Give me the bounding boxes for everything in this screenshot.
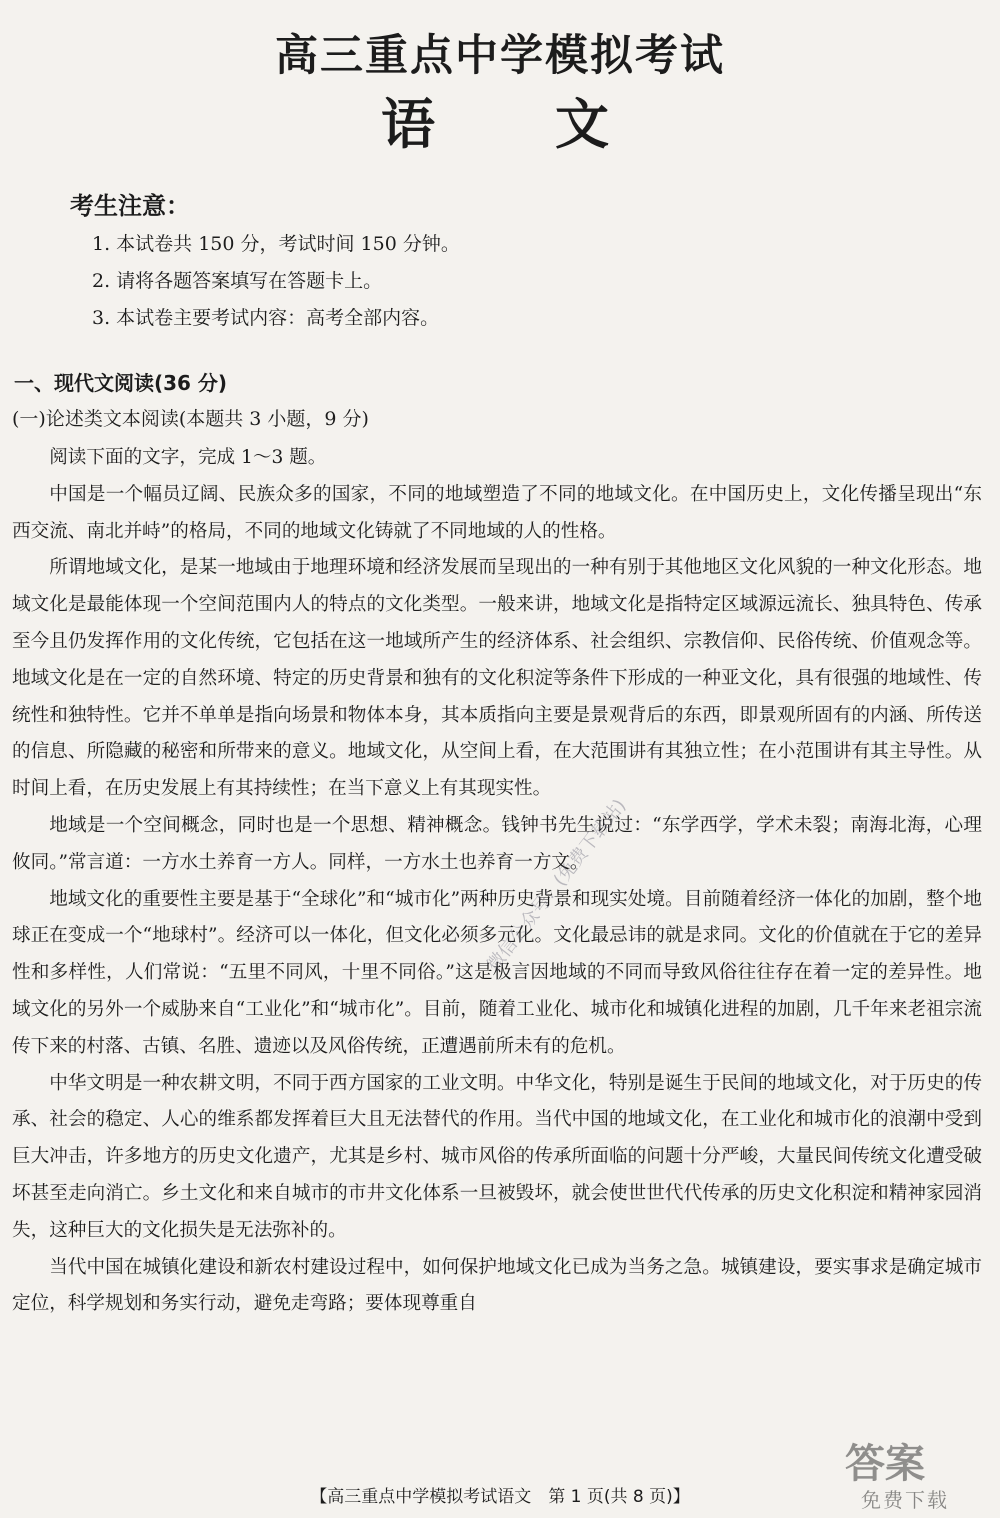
section-heading: 一、现代文阅读(36 分) (14, 371, 228, 395)
notice-list (92, 226, 460, 337)
notice-item: 2. 请将各题答案填写在答题卡上。 (92, 270, 383, 292)
passage-paragraph: 中华文明是一种农耕文明，不同于西方国家的工业文明。中华文化，特别是诞生于民间的地域文化，对于历史的传承、社会的稳定、人心的维系都发挥着巨大且无法替代的作用。当代中国的地域文化，在工业化和城市化的浪潮中受到巨大冲击，许多地方的历史文化遗产，尤其是乡村、城市风俗的传承所面临的问题十分严峻，大量民间传统文化遭受破坏甚至走向消亡。乡土文化和来自城市的市井文化体系一旦被毁坏，就会使世世代代传承的历史文化积淀和精神家园消失，这种巨大的文化损失是无法弥补的。 (12, 1072, 982, 1241)
logo-main-text: 答案 (845, 1441, 925, 1487)
passage-paragraph: 中国是一个幅员辽阔、民族众多的国家，不同的地域塑造了不同的地域文化。在中国历史上，文化传播呈现出“东西交流、南北并峙”的格局，不同的地域文化铸就了不同地域的人的性格。 (12, 483, 982, 542)
passage-paragraph: 地域文化的重要性主要是基于“全球化”和“城市化”两种历史背景和现实处境。目前随着经济一体化的加剧，整个地球正在变成一个“地球村”。经济可以一体化，但文化必须多元化。文化最忌讳的就是求同。文化的价值就在于它的差异性和多样性，人们常说：“五里不同风，十里不同俗。”这是极言因地域的不同而导致风俗往往存在着一定的差异性。地域文化的另外一个威胁来自“工业化”和“城市化”。目前，随着工业化、城市化和城镇化进程的加剧，几千年来老祖宗流传下来的村落、古镇、名胜、遗迹以及风俗传统，正遭遇前所未有的危机。 (12, 888, 982, 1057)
passage-paragraph: 当代中国在城镇化建设和新农村建设过程中，如何保护地域文化已成为当务之急。城镇建设，要实事求是确定城市定位，科学规划和务实行动，避免走弯路；要体现尊重自 (12, 1256, 982, 1315)
subject-title: 语文 (381, 93, 729, 156)
notice-item: 3. 本试卷主要考试内容：高考全部内容。 (92, 307, 440, 329)
passage-paragraph: 所谓地域文化，是某一地域由于地理环境和经济发展而呈现出的一种有别于其他地区文化风貌的一种文化形态。地域文化是最能体现一个空间范围内人的特点的文化类型。一般来讲，地域文化是指特定区域源远流长、独具特色、传承至今且仍发挥作用的文化传统，它包括在这一地域所产生的经济体系、社会组织、宗教信仰、民俗传统、价值观念等。地域文化是在一定的自然环境、特定的历史背景和独有的文化积淀等条件下形成的一种亚文化，具有很强的地域性、传统性和独特性。它并不单单是指向场景和物体本身，其本质指向主要是景观背后的东西，即景观所固有的内涵、所传送的信息、所隐藏的秘密和所带来的意义。地域文化，从空间上看，在大范围讲有其独立性；在小范围讲有其主导性。从时间上看，在历史发展上有其持续性；在当下意义上有其现实性。 (12, 557, 982, 800)
notice-heading: 考生注意： (70, 192, 190, 220)
passage-paragraph: 地域是一个空间概念，同时也是一个思想、精神概念。钱钟书先生说过：“东学西学，学术未裂；南海北海，心理攸同。”常言道：一方水土养育一方人。同样，一方水土也养育一方文。 (12, 814, 982, 873)
passage-instruction: 阅读下面的文字，完成 1～3 题。 (49, 447, 327, 468)
page-footer: 【高三重点中学模拟考试语文 第 1 页(共 8 页)】 (310, 1487, 690, 1507)
watermark-text: 微信公众号：(免费下载站) (483, 795, 631, 976)
logo-sub-text: 免费下载 (861, 1488, 949, 1512)
reading-passage (12, 440, 982, 1323)
notice-item: 1. 本试卷共 150 分，考试时间 150 分钟。 (92, 233, 460, 255)
exam-title: 高三重点中学模拟考试 (275, 31, 725, 81)
section-subheading: (一)论述类文本阅读(本题共 3 小题，9 分) (12, 408, 369, 430)
